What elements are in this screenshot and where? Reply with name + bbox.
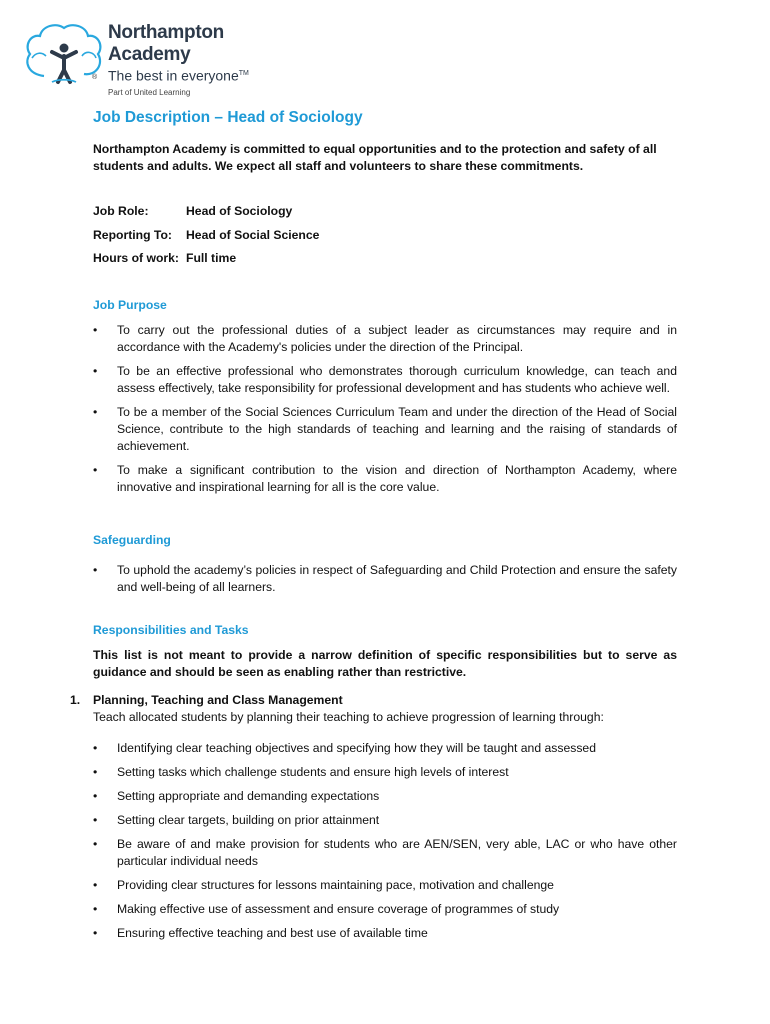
list-item: • To carry out the professional duties of a subject leader as circumstances may require and in accordance with the Academy's policies under the direction of the Principal. <box>93 323 677 354</box>
meta-value: Head of Sociology <box>186 204 293 218</box>
bullet-icon: • <box>93 765 98 779</box>
trademark-mark: TM <box>238 70 249 77</box>
meta-row-job-role <box>93 204 292 218</box>
bullet-icon: • <box>93 364 98 378</box>
safeguarding-heading: Safeguarding <box>93 533 171 547</box>
bullet-icon: • <box>93 323 98 337</box>
academy-logo <box>22 22 292 97</box>
logo-name: Northampton Academy <box>108 22 224 65</box>
list-item: • To be an effective professional who demonstrates thorough curriculum knowledge, can teach and assess effectively, take responsibility for professional development and has students who achieve well. <box>93 364 677 395</box>
bullet-icon: • <box>93 741 98 755</box>
list-item: • Providing clear structures for lessons maintaining pace, motivation and challenge <box>93 878 554 892</box>
bullet-icon: • <box>93 926 98 940</box>
meta-row-reporting-to <box>93 228 319 242</box>
registered-mark: ® <box>92 74 98 81</box>
meta-key: Job Role: <box>93 204 149 218</box>
bullet-icon: • <box>93 563 98 577</box>
bullet-icon: • <box>93 813 98 827</box>
job-purpose-heading: Job Purpose <box>93 298 167 312</box>
safeguarding-list <box>93 562 677 596</box>
list-item: • To make a significant contribution to the vision and direction of Northampton Academy, where innovative and inspirational learning for all is the core value. <box>93 463 677 494</box>
meta-key: Hours of work: <box>93 251 179 265</box>
bullet-icon: • <box>93 837 98 851</box>
section-description: Teach allocated students by planning their teaching to achieve progression of learning through: <box>93 710 604 724</box>
section-number: 1. <box>70 693 81 707</box>
responsibilities-heading: Responsibilities and Tasks <box>93 623 249 637</box>
page-title: Job Description – Head of Sociology <box>93 109 363 126</box>
list-item: • Ensuring effective teaching and best use of available time <box>93 926 428 940</box>
meta-row-hours <box>93 251 236 265</box>
bullet-icon: • <box>93 878 98 892</box>
logo-tagline: The best in everyone™ <box>108 67 249 84</box>
responsibilities-list <box>93 740 677 942</box>
logo-subline: Part of United Learning <box>108 87 191 97</box>
bullet-icon: • <box>93 902 98 916</box>
bullet-icon: • <box>93 463 98 477</box>
section-title: Planning, Teaching and Class Management <box>93 693 343 707</box>
list-item: • Setting tasks which challenge students and ensure high levels of interest <box>93 765 509 779</box>
responsibilities-intro: This list is not meant to provide a narrow definition of specific responsibilities but to serve as guidance and should be seen as enabling rather than restrictive. <box>93 648 677 679</box>
meta-value: Head of Social Science <box>186 228 320 242</box>
job-purpose-list <box>93 322 677 496</box>
meta-value: Full time <box>186 251 237 265</box>
intro-statement: Northampton Academy is committed to equal opportunities and to the protection and safety of all students and adults. We expect all staff and volunteers to share these commitments. <box>93 142 657 173</box>
meta-key: Reporting To: <box>93 228 172 242</box>
list-item: • Setting clear targets, building on prior attainment <box>93 813 380 827</box>
bullet-icon: • <box>93 789 98 803</box>
list-item: • Making effective use of assessment and ensure coverage of programmes of study <box>93 902 560 916</box>
list-item: • Be aware of and make provision for students who are AEN/SEN, very able, LAC or who have other particular individual needs <box>93 837 677 868</box>
list-item: • To be a member of the Social Sciences Curriculum Team and under the direction of the Head of Social Science, contribute to the high standards of teaching and learning and the raising of standards of achievement. <box>93 405 677 453</box>
list-item: • To uphold the academy’s policies in respect of Safeguarding and Child Protection and ensure the safety and well-being of all learners. <box>93 563 677 594</box>
list-item: • Setting appropriate and demanding expectations <box>93 789 380 803</box>
list-item: • Identifying clear teaching objectives and specifying how they will be taught and assessed <box>93 741 596 755</box>
bullet-icon: • <box>93 405 98 419</box>
